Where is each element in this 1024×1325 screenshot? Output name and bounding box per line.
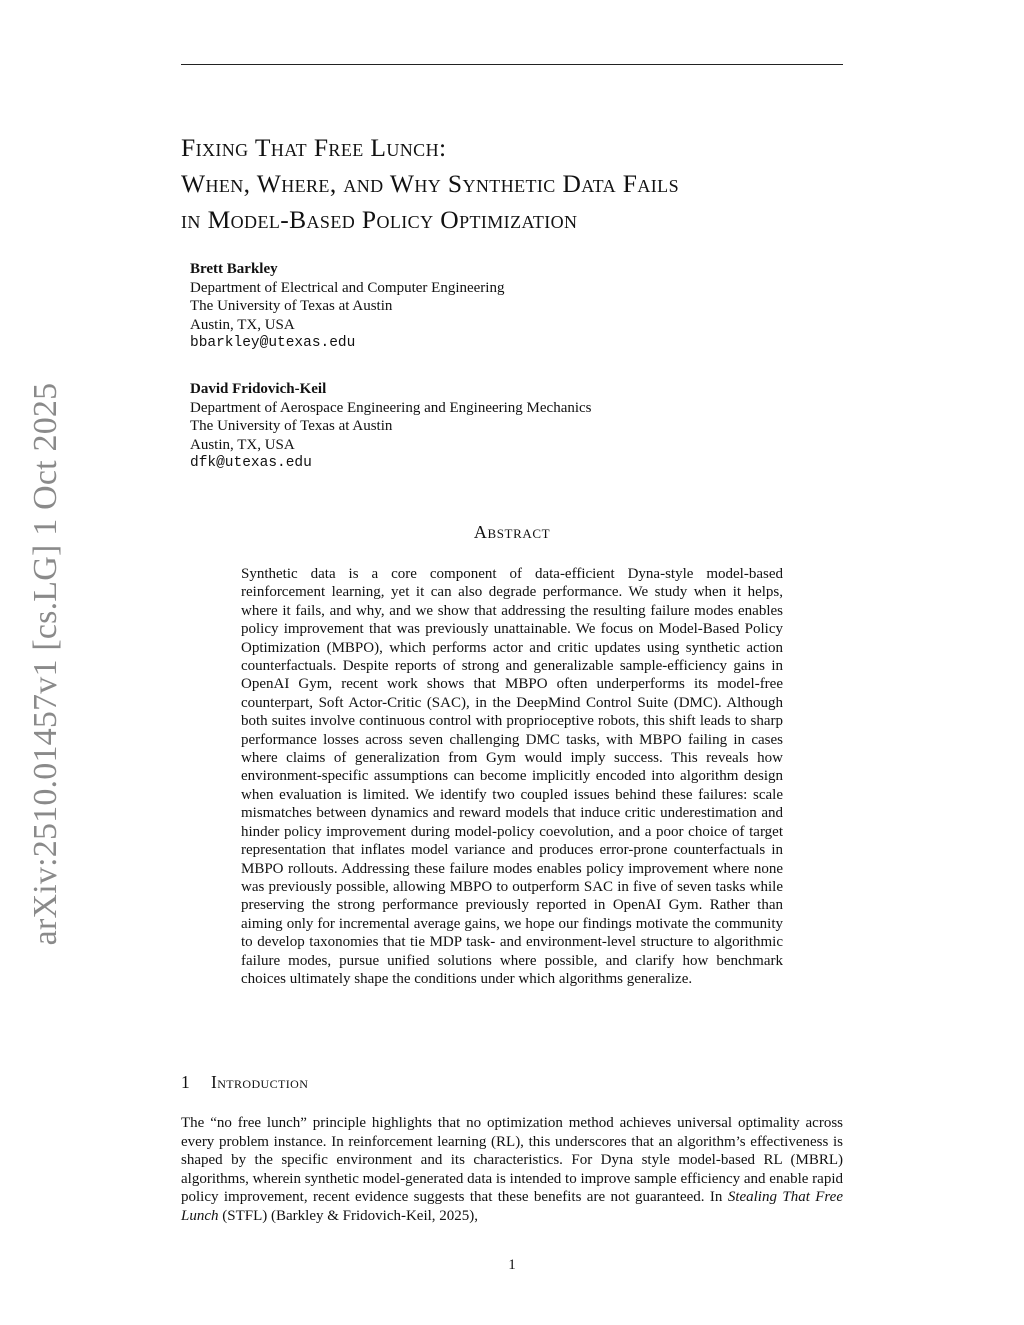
abstract-heading: Abstract bbox=[473, 522, 551, 542]
section-heading-introduction bbox=[181, 1072, 308, 1093]
author-block-1 bbox=[190, 260, 790, 353]
author-block-2 bbox=[190, 380, 790, 473]
title-top-rule bbox=[181, 64, 843, 65]
author-university: The University of Texas at Austin bbox=[190, 298, 393, 315]
intro-cited-title: Stealing That Free Lunch bbox=[181, 1189, 843, 1224]
author-department: Department of Electrical and Computer Engineering bbox=[190, 279, 505, 296]
arxiv-identifier-stamp: arXiv:2510.01457v1 [cs.LG] 1 Oct 2025 bbox=[27, 382, 64, 946]
title-line-2: When, Where, and Why Synthetic Data Fails bbox=[181, 169, 679, 198]
abstract-body: Synthetic data is a core component of data-efficient Dyna-style model-based reinforcement learning, yet it can also degrade performance. We study when it helps, where it fails, and why, and we show that addressing the resulting failure modes enables policy improvement that was previously unattainable. We focus on Model-Based Policy Optimization (MBPO), which performs actor and critic updates using synthetic action counterfactuals. Despite reports of strong and generalizable sample-efficiency gains in OpenAI Gym, recent work shows that MBPO often underperforms its model-free counterpart, Soft Actor-Critic (SAC), in the DeepMind Control Suite (DMC). Although both suites involve continuous control with proprioceptive robots, this shift leads to sharp performance losses across seven challenging DMC tasks, with MBPO failing in cases where claims of generalization from Gym would imply success. This reveals how environment-specific assumptions can become implicitly encoded into algorithm design when evaluation is limited. We identify two coupled issues behind these failures: scale mismatches between dynamics and reward models that induce critic underestimation and hinder policy improvement during model-policy coevolution, and a poor choice of target representation that inflates model variance and produces error-prone counterfactuals in MBPO rollouts. Addressing these failure modes enables policy improvement where none was previously possible, allowing MBPO to outperform SAC in five of seven tasks while preserving the strong performance previously reported in OpenAI Gym. Rather than aiming only for incremental average gains, we hope our findings motivate the community to develop taxonomies that tie MDP task- and environment-level structure to algorithmic failure modes, pursue unified solutions where possible, and clarify how benchmark choices ultimately shape the conditions under which algorithms generalize. bbox=[241, 566, 783, 987]
author-department: Department of Aerospace Engineering and Engineering Mechanics bbox=[190, 399, 592, 416]
author-name: David Fridovich-Keil bbox=[190, 381, 327, 397]
author-email[interactable]: bbarkley@utexas.edu bbox=[190, 335, 356, 352]
paper-title bbox=[181, 130, 861, 238]
intro-text-part-2: (STFL) (Barkley & Fridovich-Keil, 2025), bbox=[218, 1207, 479, 1224]
author-university: The University of Texas at Austin bbox=[190, 418, 393, 435]
page-number: 1 bbox=[508, 1257, 516, 1273]
section-number: 1 bbox=[181, 1072, 191, 1092]
author-location: Austin, TX, USA bbox=[190, 436, 295, 453]
introduction-paragraph bbox=[181, 1114, 843, 1226]
author-email[interactable]: dfk@utexas.edu bbox=[190, 455, 312, 472]
title-line-1: Fixing That Free Lunch: bbox=[181, 133, 447, 162]
section-title: Introduction bbox=[211, 1072, 309, 1092]
author-name: Brett Barkley bbox=[190, 261, 278, 277]
title-line-3: in Model-Based Policy Optimization bbox=[181, 205, 578, 234]
intro-text-part-1: The “no free lunch” principle highlights that no optimization method achieves universal optimality across every problem instance. In reinforcement learning (RL), this underscores that an algorithm’s effectiveness is shaped by the specific environment and its characteristics. For Dyna style model-based RL (MBRL) algorithms, wherein synthetic model-generated data is intended to improve sample efficiency and enable rapid policy improvement, recent evidence suggests that these benefits are not guaranteed. In bbox=[181, 1115, 843, 1206]
author-location: Austin, TX, USA bbox=[190, 316, 295, 333]
